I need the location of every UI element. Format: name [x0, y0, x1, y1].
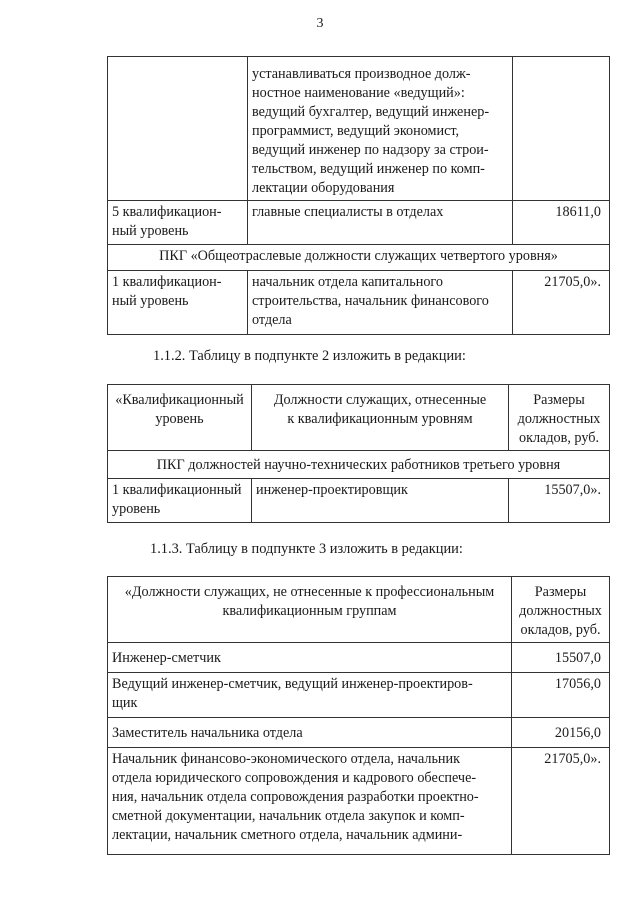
- table-row: [108, 748, 610, 855]
- column-header: Размеры должностных окладов, руб.: [512, 577, 610, 643]
- table-cell: Начальник финансово-экономического отдела, начальник отдела юридического сопровождения и кадрового обеспече- ния, начальник отдела сопровождения разработки проектно- сметной документации, начальник отдела закупок и комп- лектации, начальник сметного отдела, начальник админи-: [108, 748, 512, 855]
- table-cell: инженер-проектировщик: [252, 479, 509, 523]
- table-cell: [108, 57, 248, 201]
- table-cell: 15507,0: [512, 643, 610, 673]
- table-cell: 18611,0: [513, 201, 610, 245]
- column-header: Размеры должностных окладов, руб.: [509, 385, 610, 451]
- table-cell: 1 квалификацион- ный уровень: [108, 271, 248, 335]
- table-cell: Заместитель начальника отдела: [108, 718, 512, 748]
- table-row: [108, 451, 610, 479]
- table-row: [108, 479, 610, 523]
- table-row: [108, 245, 610, 271]
- salary-table-3: [107, 576, 610, 855]
- salary-table-1: [107, 56, 610, 335]
- table-row: [108, 718, 610, 748]
- table-cell: 5 квалификацион- ный уровень: [108, 201, 248, 245]
- table-cell: 17056,0: [512, 673, 610, 718]
- table-cell: 15507,0».: [509, 479, 610, 523]
- table-row: [108, 201, 610, 245]
- salary-table-2: [107, 384, 610, 523]
- table-cell: устанавливаться производное долж- ностное наименование «ведущий»: ведущий бухгалтер, ведущий инженер- программист, ведущий экономист, ведущий инженер по надзору за строи- тельством, ведущий инженер по комп- лектации оборудования: [248, 57, 513, 201]
- table-cell: Ведущий инженер-сметчик, ведущий инженер-проектиров- щик: [108, 673, 512, 718]
- paragraph-1-1-2: 1.1.2. Таблицу в подпункте 2 изложить в редакции:: [153, 348, 466, 364]
- group-heading: ПКГ должностей научно-технических работников третьего уровня: [108, 451, 610, 479]
- column-header: «Квалификационный уровень: [108, 385, 252, 451]
- table-row: [108, 643, 610, 673]
- table-header-row: [108, 577, 610, 643]
- table-cell: [513, 57, 610, 201]
- table-row: [108, 57, 610, 201]
- table-cell: 21705,0».: [513, 271, 610, 335]
- table-cell: Инженер-сметчик: [108, 643, 512, 673]
- table-row: [108, 673, 610, 718]
- table-header-row: [108, 385, 610, 451]
- column-header: Должности служащих, отнесенные к квалификационным уровням: [252, 385, 509, 451]
- table-cell: 21705,0».: [512, 748, 610, 855]
- page-number: 3: [316, 16, 324, 31]
- table-cell: главные специалисты в отделах: [248, 201, 513, 245]
- paragraph-1-1-3: 1.1.3. Таблицу в подпункте 3 изложить в редакции:: [150, 541, 463, 557]
- table-cell: начальник отдела капитального строительства, начальник финансового отдела: [248, 271, 513, 335]
- table-cell: 20156,0: [512, 718, 610, 748]
- table-cell: 1 квалификационный уровень: [108, 479, 252, 523]
- group-heading: ПКГ «Общеотраслевые должности служащих четвертого уровня»: [108, 245, 610, 271]
- column-header: «Должности служащих, не отнесенные к профессиональным квалификационным группам: [108, 577, 512, 643]
- table-row: [108, 271, 610, 335]
